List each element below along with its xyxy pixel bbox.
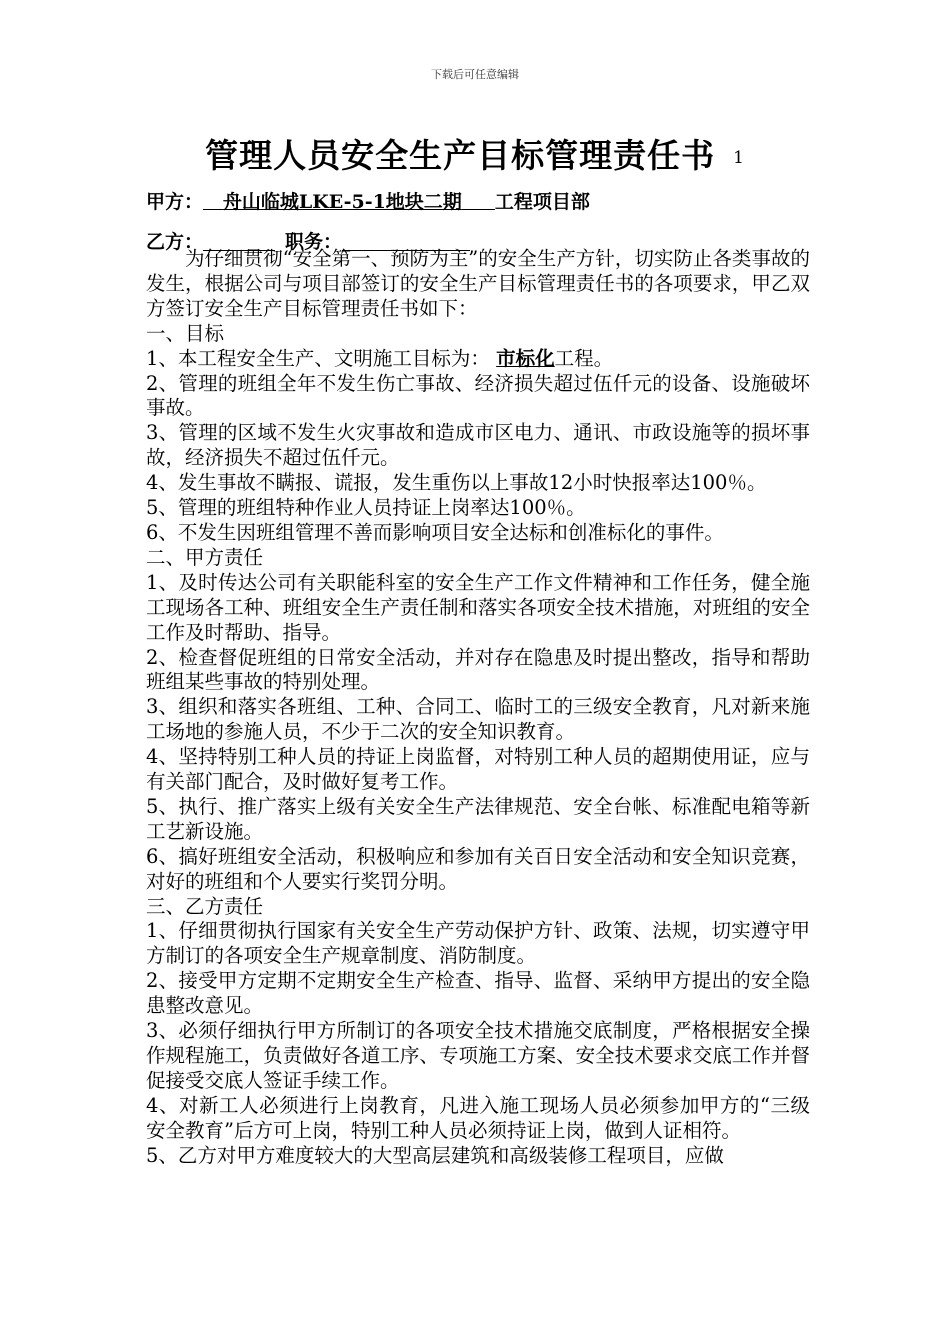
section1-item: 5、管理的班组特种作业人员持证上岗率达100％。 bbox=[146, 496, 586, 520]
section2-item: 5、执行、推广落实上级有关安全生产法律规范、安全台帐、标准配电箱等新工艺新设施。 bbox=[146, 794, 810, 843]
section1-heading: 一、目标 bbox=[146, 321, 225, 345]
party-a-project-text: 舟山临城LKE-5-1地块二期 bbox=[222, 191, 462, 213]
section3-item: 4、对新工人必须进行上岗教育，凡进入施工现场人员必须参加甲方的“三级安全教育”后方可上岗，特别工种人员必须持证上岗，做到人证相符。 bbox=[146, 1093, 810, 1142]
section3-item: 3、必须仔细执行甲方所制订的各项安全技术措施交底制度，严格根据安全操作规程施工，负责做好各道工序、专项施工方案、安全技术要求交底工作并督促接受交底人签证手续工作。 bbox=[146, 1019, 810, 1092]
section1-item: 2、管理的班组全年不发生伤亡事故、经济损失超过伍仟元的设备、设施破坏事故。 bbox=[146, 371, 810, 420]
party-a-line bbox=[146, 187, 590, 214]
document-title bbox=[0, 130, 950, 177]
party-b-label: 乙方： bbox=[146, 231, 204, 253]
section2-heading: 二、甲方责任 bbox=[146, 545, 264, 569]
section1-item: 4、发生事故不瞒报、谎报，发生重伤以上事故12小时快报率达100％。 bbox=[146, 471, 767, 495]
document-body bbox=[146, 247, 810, 1169]
intro-paragraph: 为仔细贯彻“安全第一、预防为主”的安全生产方针，切实防止各类事故的发生，根据公司与项目部签订的安全生产目标管理责任书的各项要求，甲乙双方签订安全生产目标管理责任书如下： bbox=[146, 247, 810, 320]
section1-item: 3、管理的区域不发生火灾事故和造成市区电力、通讯、市政设施等的损坏事故，经济损失不超过伍仟元。 bbox=[146, 421, 810, 470]
section2-item: 3、组织和落实各班组、工种、合同工、临时工的三级安全教育，凡对新来施工场地的参施人员，不少于二次的安全知识教育。 bbox=[146, 695, 810, 744]
item1-suffix: 工程。 bbox=[554, 346, 614, 370]
section2-item: 6、搞好班组安全活动，积极响应和参加有关百日安全活动和安全知识竞赛，对好的班组和个人要实行奖罚分明。 bbox=[146, 844, 810, 893]
section2-item: 1、及时传达公司有关职能科室的安全生产工作文件精神和工作任务，健全施工现场各工种、班组安全生产责任制和落实各项安全技术措施，对班组的安全工作及时帮助、指导。 bbox=[146, 570, 810, 644]
party-a-label: 甲方： bbox=[146, 191, 204, 213]
title-text: 管理人员安全生产目标管理责任书 bbox=[205, 136, 716, 175]
section1-item: 6、不发生因班组管理不善而影响项目安全达标和创准标化的事件。 bbox=[146, 520, 724, 544]
section3-item: 1、仔细贯彻执行国家有关安全生产劳动保护方针、政策、法规，切实遵守甲方制订的各项安全生产规章制度、消防制度。 bbox=[146, 919, 810, 968]
section1-item-1 bbox=[146, 347, 810, 372]
section3-item: 2、接受甲方定期不定期安全生产检查、指导、监督、采纳甲方提出的安全隐患整改意见。 bbox=[146, 969, 810, 1018]
party-a-suffix: 工程项目部 bbox=[494, 191, 590, 213]
item1-prefix: 1、本工程安全生产、文明施工目标为： bbox=[146, 346, 490, 370]
header-note: 下载后可任意编辑 bbox=[431, 68, 519, 81]
page-number: 1 bbox=[733, 148, 745, 168]
safety-target: 市标化 bbox=[496, 346, 555, 370]
section2-item: 2、检查督促班组的日常安全活动，并对存在隐患及时提出整改，指导和帮助班组某些事故的特别处理。 bbox=[146, 645, 810, 694]
position-label: 职务： bbox=[285, 231, 343, 253]
party-a-project bbox=[203, 191, 495, 213]
section3-item: 5、乙方对甲方难度较大的大型高层建筑和高级装修工程项目，应做 bbox=[146, 1143, 724, 1167]
section3-heading: 三、乙方责任 bbox=[146, 894, 264, 918]
section2-item: 4、坚持特别工种人员的持证上岗监督，对特别工种人员的超期使用证，应与有关部门配合，及时做好复考工作。 bbox=[146, 745, 810, 794]
